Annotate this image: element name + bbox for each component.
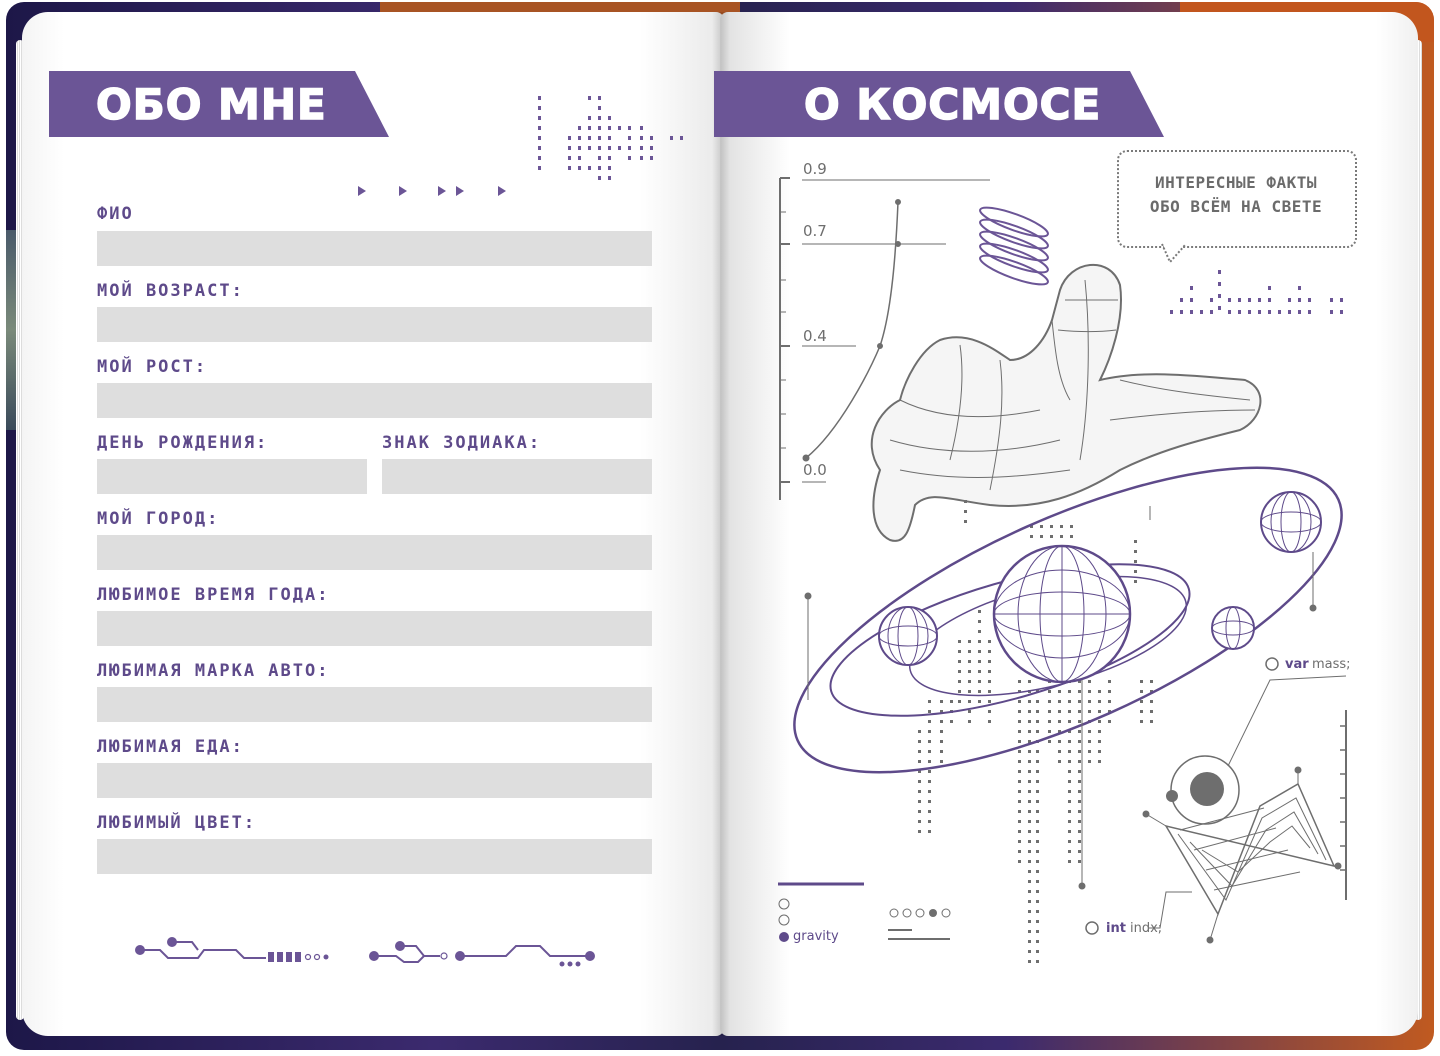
label-color: ЛЮБИМЫЙ ЦВЕТ: [97,813,257,833]
axis-label-04: 0.4 [803,327,827,345]
orbit-dot-icon [1166,658,1346,900]
label-season: ЛЮБИМОЕ ВРЕМЯ ГОДА: [97,585,330,605]
label-zodiac: ЗНАК ЗОДИАКА: [382,433,542,453]
bubble-text-line1: ИНТЕРЕСНЫЕ ФАКТЫ [1154,173,1318,192]
legend-gravity: gravity [793,929,839,944]
label-car: ЛЮБИМАЯ МАРКА АВТО: [97,661,330,681]
small-planet-left-icon [879,607,937,665]
label-age: МОЙ ВОЗРАСТ: [97,281,244,301]
sphere-coil-icon [977,202,1050,290]
label-city: МОЙ ГОРОД: [97,509,220,529]
label-height: МОЙ РОСТ: [97,357,208,377]
label-full-name: ФИО [97,204,134,224]
int-keyword: int [1106,921,1126,936]
var-name: mass; [1312,657,1351,672]
label-food: ЛЮБИМАЯ ЕДА: [97,737,244,757]
bubble-tail-icon [1162,242,1186,262]
bubble-text-line2: ОБО ВСЁМ НА СВЕТЕ [1149,197,1323,216]
axis-label-09: 0.9 [803,160,827,178]
hand-wireframe-icon [872,265,1261,541]
axis-label-07: 0.7 [803,222,827,240]
big-planet-icon [994,546,1130,682]
int-name: indx; [1130,921,1163,936]
dot-bars-icon [1170,270,1343,314]
left-page-title: ОБО МНЕ [96,80,327,129]
right-page-title: О КОСМОСЕ [804,80,1102,129]
small-planet-top-icon [1261,492,1321,552]
label-birthday: ДЕНЬ РОЖДЕНИЯ: [97,433,269,453]
axis-label-00: 0.0 [803,461,827,479]
small-planet-right-icon [1212,607,1254,649]
var-keyword: var [1285,657,1309,672]
